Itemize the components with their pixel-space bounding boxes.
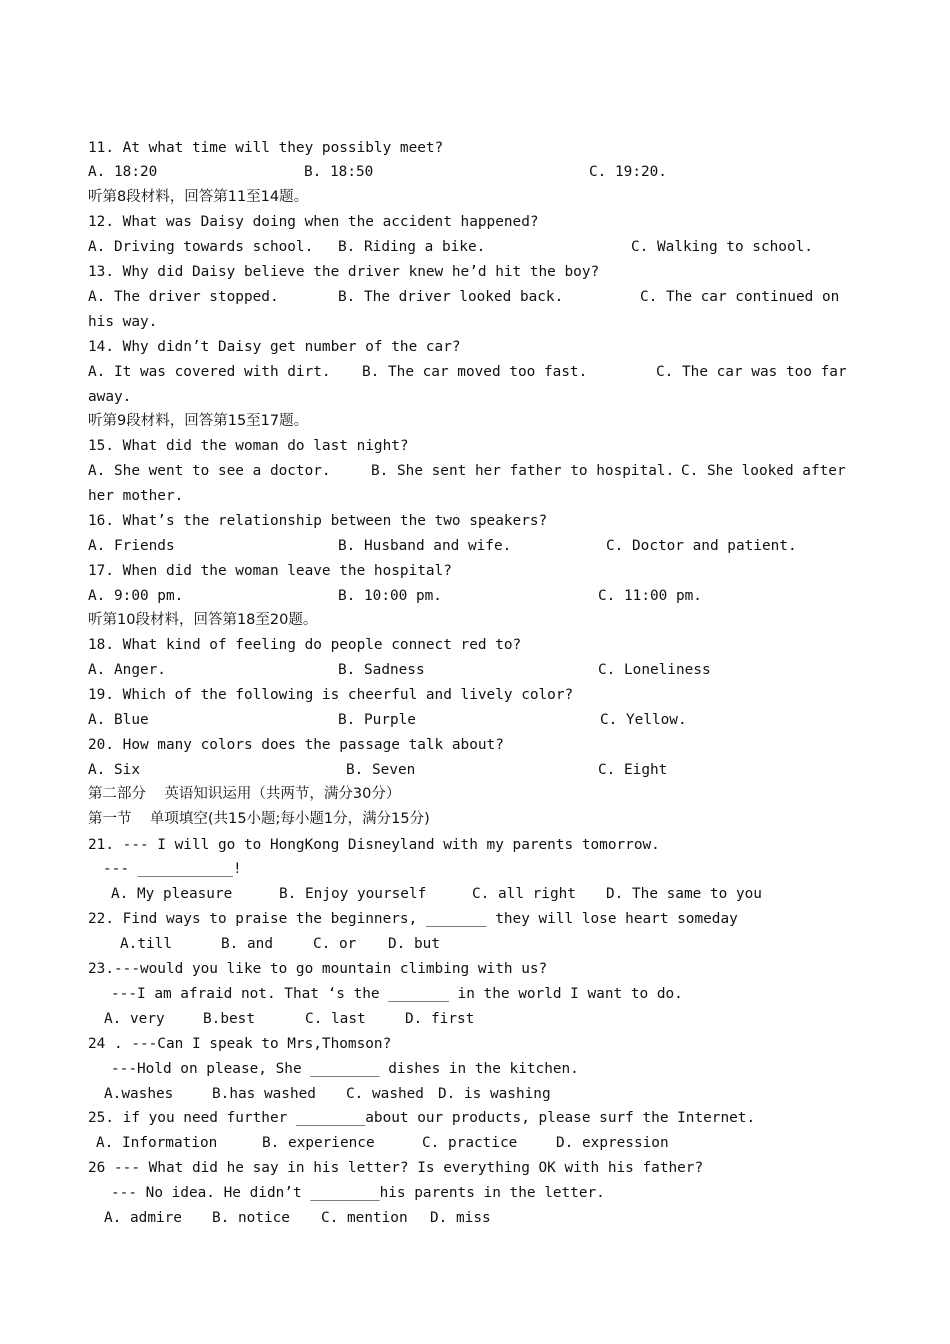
- option-q25o-0: A. Information: [96, 1135, 218, 1151]
- option-q22o-3: D. but: [388, 936, 440, 952]
- line-q14w: [0, 386, 950, 408]
- line-q14: [0, 336, 950, 358]
- line-q15w: [0, 485, 950, 507]
- option-q13o-2: C. The car continued on: [640, 289, 840, 305]
- line-q26b: [0, 1182, 950, 1204]
- option-q24o-1: B.has washed: [212, 1086, 316, 1102]
- option-q19o-0: A. Blue: [88, 712, 149, 728]
- text-q17: 17. When did the woman leave the hospital?: [88, 563, 452, 579]
- line-q26o: [0, 1207, 950, 1229]
- line-q13: [0, 261, 950, 283]
- line-q12: [0, 211, 950, 233]
- option-q24o-0: A.washes: [104, 1086, 174, 1102]
- text-q26: 26 --- What did he say in his letter? Is everything OK with his father?: [88, 1160, 704, 1176]
- line-q16: [0, 510, 950, 532]
- option-q12o-0: A. Driving towards school.: [88, 239, 314, 255]
- text-q15: 15. What did the woman do last night?: [88, 438, 409, 454]
- text-q13: 13. Why did Daisy believe the driver knew he’d hit the boy?: [88, 264, 600, 280]
- line-p2: [0, 783, 950, 805]
- option-q16o-2: C. Doctor and patient.: [606, 538, 797, 554]
- option-q26o-1: B. notice: [212, 1210, 290, 1226]
- line-h9: [0, 410, 950, 432]
- option-q11o-0: A. 18:20: [88, 164, 158, 180]
- option-q25o-1: B. experience: [262, 1135, 375, 1151]
- text-q14w: away.: [88, 389, 132, 405]
- option-q21o-3: D. The same to you: [606, 886, 762, 902]
- option-q23o-1: B.best: [203, 1011, 255, 1027]
- line-q20: [0, 734, 950, 756]
- option-q13o-0: A. The driver stopped.: [88, 289, 279, 305]
- option-q17o-2: C. 11:00 pm.: [598, 588, 702, 604]
- option-q13o-1: B. The driver looked back.: [338, 289, 564, 305]
- line-q21b: [0, 858, 950, 880]
- line-q18: [0, 634, 950, 656]
- line-h8: [0, 186, 950, 208]
- option-q21o-0: A. My pleasure: [111, 886, 233, 902]
- text-q21: 21. --- I will go to HongKong Disneyland with my parents tomorrow.: [88, 837, 660, 853]
- text-s1: 第一节 单项填空(共15小题;每小题1分，满分15分): [88, 811, 430, 827]
- option-q17o-1: B. 10:00 pm.: [338, 588, 442, 604]
- option-q16o-1: B. Husband and wife.: [338, 538, 512, 554]
- text-q22: 22. Find ways to praise the beginners, _______ they will lose heart someday: [88, 911, 738, 927]
- text-q18: 18. What kind of feeling do people connect red to?: [88, 637, 522, 653]
- option-q15o-0: A. She went to see a doctor.: [88, 463, 331, 479]
- option-q26o-3: D. miss: [430, 1210, 491, 1226]
- option-q20o-2: C. Eight: [598, 762, 668, 778]
- option-q21o-1: B. Enjoy yourself: [279, 886, 427, 902]
- line-q22o: [0, 933, 950, 955]
- text-q19: 19. Which of the following is cheerful and lively color?: [88, 687, 574, 703]
- text-q23: 23.---would you like to go mountain climbing with us?: [88, 961, 548, 977]
- option-q23o-2: C. last: [305, 1011, 366, 1027]
- text-p2: 第二部分 英语知识运用（共两节，满分30分）: [88, 786, 401, 802]
- line-q21o: [0, 883, 950, 905]
- text-q26b: --- No idea. He didn’t ________his parents in the letter.: [111, 1185, 605, 1201]
- option-q20o-0: A. Six: [88, 762, 140, 778]
- text-q23b: ---I am afraid not. That ‘s the _______ in the world I want to do.: [111, 986, 683, 1002]
- option-q18o-2: C. Loneliness: [598, 662, 711, 678]
- option-q24o-3: D. is washing: [438, 1086, 551, 1102]
- line-q14o: [0, 361, 950, 383]
- line-q22: [0, 908, 950, 930]
- line-q19: [0, 684, 950, 706]
- option-q22o-0: A.till: [120, 936, 172, 952]
- line-q17o: [0, 585, 950, 607]
- text-q13w: his way.: [88, 314, 158, 330]
- text-q14: 14. Why didn’t Daisy get number of the car?: [88, 339, 461, 355]
- option-q17o-0: A. 9:00 pm.: [88, 588, 184, 604]
- option-q18o-1: B. Sadness: [338, 662, 425, 678]
- text-h10: 听第10段材料，回答第18至20题。: [88, 612, 318, 628]
- line-q25: [0, 1107, 950, 1129]
- line-q23b: [0, 983, 950, 1005]
- line-q23o: [0, 1008, 950, 1030]
- line-q24: [0, 1033, 950, 1055]
- option-q19o-2: C. Yellow.: [600, 712, 687, 728]
- line-q25o: [0, 1132, 950, 1154]
- text-q25: 25. if you need further ________about our products, please surf the Internet.: [88, 1110, 756, 1126]
- option-q19o-1: B. Purple: [338, 712, 416, 728]
- option-q21o-2: C. all right: [472, 886, 576, 902]
- line-q12o: [0, 236, 950, 258]
- text-q12: 12. What was Daisy doing when the accident happened?: [88, 214, 539, 230]
- option-q12o-2: C. Walking to school.: [631, 239, 813, 255]
- text-q15w: her mother.: [88, 488, 184, 504]
- line-q24b: [0, 1058, 950, 1080]
- line-q11: [0, 137, 950, 159]
- option-q14o-0: A. It was covered with dirt.: [88, 364, 331, 380]
- line-q15o: [0, 460, 950, 482]
- line-q26: [0, 1157, 950, 1179]
- line-q24o: [0, 1083, 950, 1105]
- line-q20o: [0, 759, 950, 781]
- option-q23o-3: D. first: [405, 1011, 475, 1027]
- text-q11: 11. At what time will they possibly meet?: [88, 140, 444, 156]
- option-q24o-2: C. washed: [346, 1086, 424, 1102]
- option-q15o-2: C. She looked after: [681, 463, 846, 479]
- option-q16o-0: A. Friends: [88, 538, 175, 554]
- text-h9: 听第9段材料，回答第15至17题。: [88, 413, 309, 429]
- line-q15: [0, 435, 950, 457]
- line-q18o: [0, 659, 950, 681]
- option-q25o-2: C. practice: [422, 1135, 518, 1151]
- text-q16: 16. What’s the relationship between the two speakers?: [88, 513, 548, 529]
- line-q19o: [0, 709, 950, 731]
- line-q23: [0, 958, 950, 980]
- option-q11o-1: B. 18:50: [304, 164, 374, 180]
- line-q16o: [0, 535, 950, 557]
- option-q25o-3: D. expression: [556, 1135, 669, 1151]
- option-q15o-1: B. She sent her father to hospital.: [371, 463, 675, 479]
- option-q12o-1: B. Riding a bike.: [338, 239, 486, 255]
- line-q21: [0, 834, 950, 856]
- text-h8: 听第8段材料，回答第11至14题。: [88, 189, 309, 205]
- text-q24b: ---Hold on please, She ________ dishes in the kitchen.: [111, 1061, 579, 1077]
- line-q11o: [0, 161, 950, 183]
- line-h10: [0, 609, 950, 631]
- line-q13o: [0, 286, 950, 308]
- line-s1: [0, 808, 950, 830]
- text-q20: 20. How many colors does the passage talk about?: [88, 737, 504, 753]
- option-q22o-2: C. or: [313, 936, 357, 952]
- option-q11o-2: C. 19:20.: [589, 164, 667, 180]
- option-q14o-1: B. The car moved too fast.: [362, 364, 588, 380]
- option-q18o-0: A. Anger.: [88, 662, 166, 678]
- option-q20o-1: B. Seven: [346, 762, 416, 778]
- option-q26o-2: C. mention: [321, 1210, 408, 1226]
- line-q13w: [0, 311, 950, 333]
- option-q26o-0: A. admire: [104, 1210, 182, 1226]
- option-q14o-2: C. The car was too far: [656, 364, 847, 380]
- text-q21b: --- ___________!: [103, 861, 242, 877]
- option-q23o-0: A. very: [104, 1011, 165, 1027]
- option-q22o-1: B. and: [221, 936, 273, 952]
- text-q24: 24 . ---Can I speak to Mrs,Thomson?: [88, 1036, 392, 1052]
- line-q17: [0, 560, 950, 582]
